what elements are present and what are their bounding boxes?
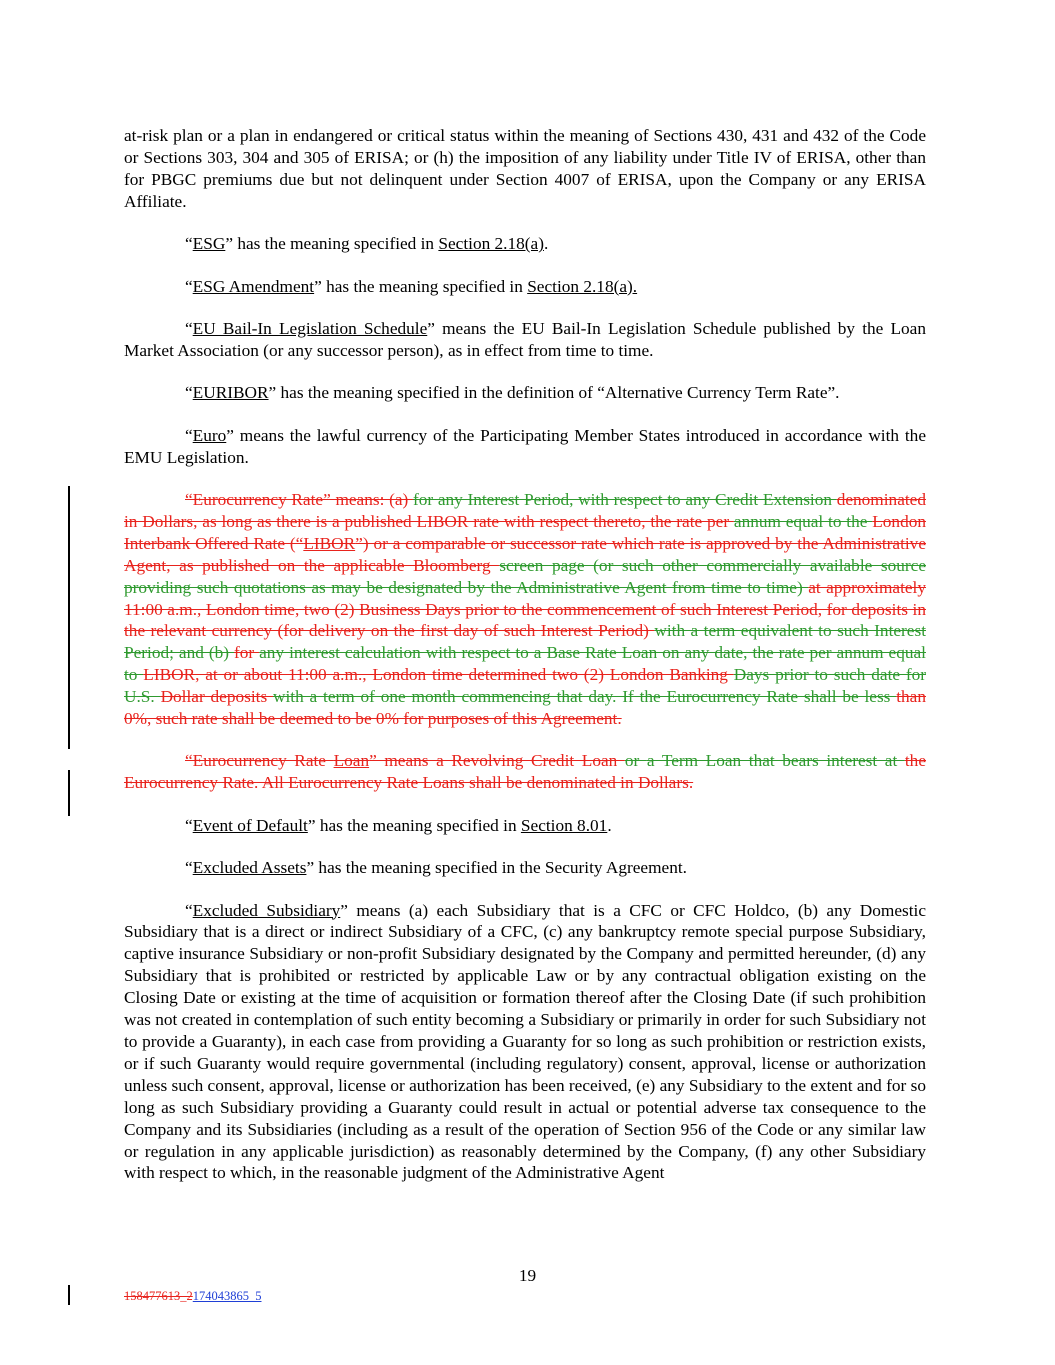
defined-term: EURIBOR (192, 383, 269, 403)
section-reference: Section 2.18(a). (527, 276, 638, 296)
definition-excluded-subsidiary: “Excluded Subsidiary” means (a) each Subsidiary that is a CFC or CFC Holdco, (b) any Domestic Subsidiary that is a direct or indirect Subsidiary of a CFC, (c) any bankruptcy remote special purpose Subsidiary, captive insurance Subsidiary or non-profit Subsidiary designated by the Company and permitted hereunder, (d) any Subsidiary that is prohibited or restricted by applicable Law or by any contractual obligation existing on the Closing Date or existing at the time of acquisition or formation thereof after the Closing Date (if such prohibition was not created in contemplation of such entity becoming a Subsidiary or primarily in order for such Subsidiary not to provide a Guaranty), in each case from providing a Guaranty for so long as such prohibition or restriction exists, or if such Guaranty would require governmental (including regulatory) consent, approval, license or authorization unless such consent, approval, license or authorization has been received, (e) any Subsidiary to the extent and for so long as such Subsidiary providing a Guaranty could result in actual or potential adverse tax consequence to the Company and its Subsidiaries (including as a result of the operation of Section 956 of the Code or any similar law or regulation in any applicable jurisdiction) as reasonably determined by the Company, (f) any other Subsidiary with respect to which, in the reasonable judgment of the Administrative Agent (124, 900, 926, 1183)
document-body (124, 125, 926, 1205)
change-bar (68, 1285, 70, 1305)
definition-eurocurrency-rate-loan-deleted: “Eurocurrency Rate Loan” means a Revolving Credit Loan or a Term Loan that bears interest at the Eurocurrency Rate. All Eurocurrency Rate Loans shall be denominated in Dollars. (124, 751, 926, 793)
section-reference: Section 2.18(a) (438, 234, 544, 254)
document-id-deleted: 158477613_2 (124, 1289, 193, 1303)
paragraph-erisa-continuation: at-risk plan or a plan in endangered or critical status within the meaning of Sections 430, 431 and 432 of the Code or Sections 303, 304 and 305 of ERISA; or (h) the imposition of any liability under Title IV of ERISA, other than for PBGC premiums due but not delinquent under Section 4007 of ERISA, upon the Company or any ERISA Affiliate. (124, 126, 926, 211)
definition-euro: “Euro” means the lawful currency of the Participating Member States introduced in accordance with the EMU Legislation. (124, 425, 926, 467)
defined-term: EU Bail-In Legislation Schedule (192, 318, 428, 338)
page-number: 19 (518, 1266, 537, 1285)
defined-term: Excluded Subsidiary (192, 900, 341, 920)
definition-event-of-default: “Event of Default” has the meaning specified in Section 8.01. (185, 815, 612, 835)
definition-excluded-assets: “Excluded Assets” has the meaning specified in the Security Agreement. (185, 858, 687, 878)
section-reference: Section 8.01 (520, 815, 608, 835)
defined-term: Event of Default (192, 815, 308, 835)
definition-euribor: “EURIBOR” has the meaning specified in the definition of “Alternative Currency Term Rate”. (185, 383, 840, 403)
defined-term: ESG (192, 234, 226, 254)
defined-term: Euro (192, 425, 227, 445)
change-bar (68, 486, 70, 749)
change-bar (68, 770, 70, 816)
defined-term: ESG Amendment (192, 276, 315, 296)
defined-term: Excluded Assets (192, 858, 307, 878)
definition-eu-bail-in: “EU Bail-In Legislation Schedule” means the EU Bail-In Legislation Schedule published by the Loan Market Association (or any successor person), as in effect from time to time. (124, 318, 926, 360)
definition-eurocurrency-rate-deleted: “Eurocurrency Rate” means: (a) for any Interest Period, with respect to any Credit Extension denominated in Dollars, as long as there is a published LIBOR rate with respect thereto, the rate per annum equal to the London Interbank Offered Rate (“LIBOR”) or a comparable or successor rate which rate is approved by the Administrative Agent, as published on the applicable Bloomberg screen page (or such other commercially available source providing such quotations as may be designated by the Administrative Agent from time to time) at approximately 11:00 a.m., London time, two (2) Business Days prior to the commencement of such Interest Period, for deposits in the relevant currency (for delivery on the first day of such Interest Period) with a term equivalent to such Interest Period; and (b) for any interest calculation with respect to a Base Rate Loan on any date, the rate per annum equal to LIBOR, at or about 11:00 a.m., London time determined two (2) London Banking Days prior to such date for U.S. Dollar deposits with a term of one month commencing that day. If the Eurocurrency Rate shall be less than 0%, such rate shall be deemed to be 0% for purposes of this Agreement. (124, 489, 927, 729)
document-id (124, 1289, 262, 1304)
document-id-inserted: 174043865_5 (192, 1289, 262, 1303)
definition-esg-amendment: “ESG Amendment” has the meaning specified in Section 2.18(a). (185, 276, 638, 296)
definition-esg: “ESG” has the meaning specified in Section 2.18(a). (185, 234, 549, 254)
